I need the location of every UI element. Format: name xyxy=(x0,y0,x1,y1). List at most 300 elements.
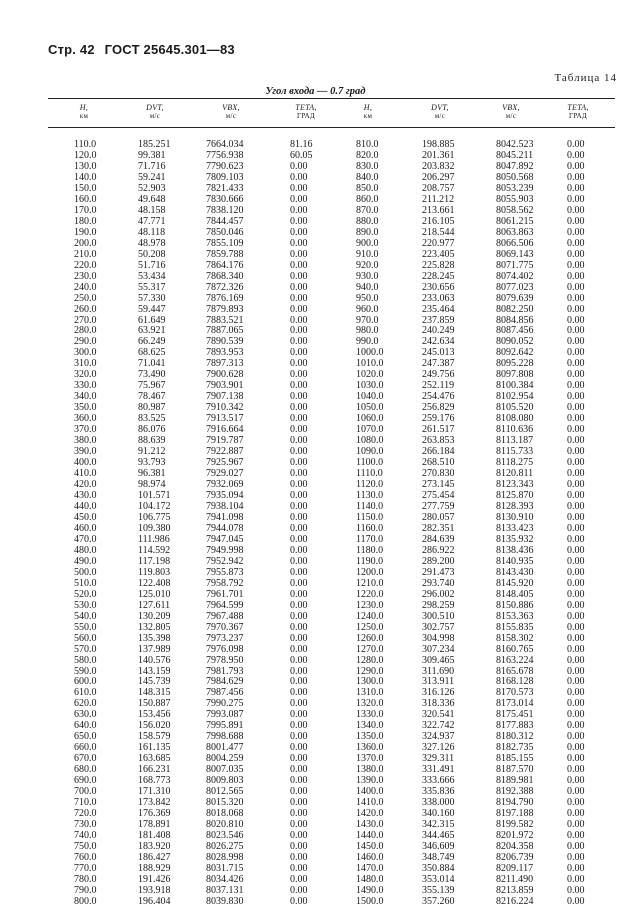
table-label: Таблица 14 xyxy=(554,72,617,84)
table-cell: 0.00 xyxy=(567,490,585,501)
table-cell: 132.805 xyxy=(138,621,171,633)
table-cell: 8074.402 xyxy=(496,270,534,282)
table-cell: 0.00 xyxy=(290,380,308,392)
table-cell: 240.0 xyxy=(74,281,97,293)
table-cell: 980.0 xyxy=(356,325,379,337)
table-cell: 7844.457 xyxy=(206,215,244,227)
table-cell: 350.0 xyxy=(74,402,97,414)
table-cell: 800.0 xyxy=(74,895,97,907)
table-cell: 122.408 xyxy=(138,577,171,589)
table-cell: 1040.0 xyxy=(356,391,384,403)
table-cell: 0.00 xyxy=(290,193,308,205)
table-cell: 7922.887 xyxy=(206,446,244,458)
table-cell: 370.0 xyxy=(74,424,97,436)
table-cell: 0.00 xyxy=(290,391,308,403)
table-cell: 307.234 xyxy=(422,643,455,655)
table-cell: 7919.787 xyxy=(206,435,244,447)
table-cell: 1090.0 xyxy=(356,446,384,458)
column-header-h-left xyxy=(49,103,119,121)
table-cell: 7821.433 xyxy=(206,182,244,194)
table-cell: 163.685 xyxy=(138,753,171,765)
table-cell: 7952.942 xyxy=(206,555,244,567)
table-cell: 171.310 xyxy=(138,786,171,798)
table-cell: 320.0 xyxy=(74,369,97,381)
table-cell: 0.00 xyxy=(290,775,308,787)
table-cell: 0.00 xyxy=(567,797,585,809)
table-cell: 203.832 xyxy=(422,160,455,172)
table-cell: 8090.052 xyxy=(496,336,534,348)
table-cell: 140.576 xyxy=(138,654,171,666)
table-cell: 293.740 xyxy=(422,577,455,589)
table-cell: 196.404 xyxy=(138,895,171,907)
table-cell: 7897.313 xyxy=(206,358,244,370)
table-cell: 920.0 xyxy=(356,259,379,271)
table-cell: 0.00 xyxy=(290,336,308,348)
table-cell: 750.0 xyxy=(74,841,97,852)
table-cell: 256.829 xyxy=(422,402,455,414)
table-cell: 760.0 xyxy=(74,851,97,863)
table-cell: 158.579 xyxy=(138,731,171,743)
table-cell: 353.014 xyxy=(422,873,455,885)
table-cell: 0.00 xyxy=(567,731,585,743)
column-vbx-left xyxy=(206,140,244,908)
table-cell: 178.891 xyxy=(138,819,171,831)
column-header-vbx-left xyxy=(196,103,266,121)
table-cell: 990.0 xyxy=(356,336,379,348)
table-cell: 0.00 xyxy=(567,621,585,633)
table-cell: 0.00 xyxy=(567,830,585,842)
table-cell: 8180.312 xyxy=(496,731,534,743)
table-cell: 8118.275 xyxy=(496,457,534,469)
table-cell: 8206.739 xyxy=(496,851,534,863)
table-cell: 0.00 xyxy=(567,402,585,414)
table-cell: 71.716 xyxy=(138,160,166,172)
table-cell: 7913.517 xyxy=(206,413,244,425)
table-cell: 350.884 xyxy=(422,862,455,874)
table-cell: 7932.069 xyxy=(206,479,244,491)
table-cell: 8058.562 xyxy=(496,204,534,216)
table-cell: 254.476 xyxy=(422,391,455,403)
table-cell: 0.00 xyxy=(567,786,585,798)
table-cell: 0.00 xyxy=(567,457,585,469)
table-cell: 1260.0 xyxy=(356,632,384,644)
table-cell: 870.0 xyxy=(356,204,379,216)
table-cell: 0.00 xyxy=(567,884,585,896)
table-cell: 260.0 xyxy=(74,303,97,315)
table-cell: 50.208 xyxy=(138,248,166,260)
table-cell: 8100.384 xyxy=(496,380,534,392)
table-cell: 237.859 xyxy=(422,314,455,326)
table-cell: 49.648 xyxy=(138,193,166,205)
table-cell: 360.0 xyxy=(74,413,97,425)
table-cell: 0.00 xyxy=(567,577,585,589)
table-cell: 0.00 xyxy=(567,676,585,688)
table-cell: 47.771 xyxy=(138,215,166,227)
table-cell: 81.16 xyxy=(290,139,313,150)
table-cell: 0.00 xyxy=(567,204,585,216)
table-cell: 57.330 xyxy=(138,292,166,304)
table-cell: 188.929 xyxy=(138,862,171,874)
table-cell: 8113.187 xyxy=(496,435,534,447)
table-cell: 302.757 xyxy=(422,621,455,633)
table-cell: 7973.237 xyxy=(206,632,244,644)
table-cell: 8150.886 xyxy=(496,599,534,611)
column-header-dvt-right xyxy=(405,103,475,121)
table-cell: 680.0 xyxy=(74,764,97,776)
table-cell: 7756.938 xyxy=(206,149,244,161)
table-cell: 228.245 xyxy=(422,270,455,282)
table-cell: 0.00 xyxy=(567,413,585,425)
table-cell: 0.00 xyxy=(567,643,585,655)
table-cell: 0.00 xyxy=(290,873,308,885)
table-cell: 346.609 xyxy=(422,841,455,852)
table-cell: 460.0 xyxy=(74,522,97,534)
table-cell: 213.661 xyxy=(422,204,455,216)
table-cell: 96.381 xyxy=(138,468,166,480)
table-cell: 7990.275 xyxy=(206,698,244,710)
table-cell: 1160.0 xyxy=(356,522,384,534)
table-cell: 198.885 xyxy=(422,139,455,150)
table-cell: 8173.014 xyxy=(496,698,534,710)
table-cell: 310.0 xyxy=(74,358,97,370)
table-cell: 200.0 xyxy=(74,237,97,249)
table-cell: 450.0 xyxy=(74,511,97,523)
table-cell: 235.464 xyxy=(422,303,455,315)
table-cell: 300.0 xyxy=(74,347,97,359)
table-cell: 8148.405 xyxy=(496,588,534,600)
table-cell: 304.998 xyxy=(422,632,455,644)
table-cell: 59.447 xyxy=(138,303,166,315)
table-cell: 242.634 xyxy=(422,336,455,348)
table-cell: 0.00 xyxy=(290,248,308,260)
table-cell: 8061.215 xyxy=(496,215,534,227)
table-cell: 0.00 xyxy=(290,511,308,523)
table-cell: 7850.046 xyxy=(206,226,244,238)
table-cell: 230.0 xyxy=(74,270,97,282)
table-cell: 1410.0 xyxy=(356,797,384,809)
table-cell: 8037.131 xyxy=(206,884,244,896)
table-cell: 470.0 xyxy=(74,533,97,545)
table-cell: 191.426 xyxy=(138,873,171,885)
table-cell: 620.0 xyxy=(74,698,97,710)
table-cell: 630.0 xyxy=(74,709,97,721)
table-cell: 670.0 xyxy=(74,753,97,765)
table-cell: 137.989 xyxy=(138,643,171,655)
table-cell: 0.00 xyxy=(567,808,585,820)
table-cell: 540.0 xyxy=(74,610,97,622)
table-cell: 185.251 xyxy=(138,139,171,150)
table-cell: 1110.0 xyxy=(356,468,383,480)
table-cell: 390.0 xyxy=(74,446,97,458)
column-header-unit: км xyxy=(363,112,373,120)
table-cell: 220.0 xyxy=(74,259,97,271)
table-cell: 330.0 xyxy=(74,380,97,392)
table-cell: 0.00 xyxy=(567,687,585,699)
table-cell: 0.00 xyxy=(290,808,308,820)
table-cell: 730.0 xyxy=(74,819,97,831)
table-cell: 150.887 xyxy=(138,698,171,710)
column-header-unit: ГРАД xyxy=(568,112,588,120)
table-cell: 211.212 xyxy=(422,193,455,205)
table-cell: 0.00 xyxy=(567,369,585,381)
table-cell: 1060.0 xyxy=(356,413,384,425)
table-cell: 8138.436 xyxy=(496,544,534,556)
column-teta-right xyxy=(567,140,585,908)
table-cell: 0.00 xyxy=(567,259,585,271)
table-cell: 8028.998 xyxy=(206,851,244,863)
table-cell: 201.361 xyxy=(422,149,455,161)
table-cell: 0.00 xyxy=(567,380,585,392)
table-cell: 0.00 xyxy=(290,259,308,271)
table-cell: 156.020 xyxy=(138,720,171,732)
table-cell: 60.05 xyxy=(290,149,313,161)
table-cell: 1140.0 xyxy=(356,500,384,512)
table-cell: 7855.109 xyxy=(206,237,244,249)
table-cell: 0.00 xyxy=(567,270,585,282)
table-cell: 161.135 xyxy=(138,742,171,754)
table-cell: 0.00 xyxy=(290,621,308,633)
table-cell: 8163.224 xyxy=(496,654,534,666)
table-cell: 780.0 xyxy=(74,873,97,885)
table-cell: 0.00 xyxy=(567,522,585,534)
table-cell: 0.00 xyxy=(290,610,308,622)
table-cell: 52.903 xyxy=(138,182,166,194)
table-cell: 650.0 xyxy=(74,731,97,743)
table-cell: 0.00 xyxy=(290,468,308,480)
table-cell: 233.063 xyxy=(422,292,455,304)
table-cell: 130.209 xyxy=(138,610,171,622)
standard-number: ГОСТ 25645.301—83 xyxy=(104,42,235,57)
table-cell: 7995.891 xyxy=(206,720,244,732)
table-cell: 1420.0 xyxy=(356,808,384,820)
table-cell: 320.541 xyxy=(422,709,455,721)
table-cell: 1390.0 xyxy=(356,775,384,787)
table-cell: 277.759 xyxy=(422,500,455,512)
table-cell: 0.00 xyxy=(290,424,308,436)
column-header-unit: м/с xyxy=(149,112,161,120)
table-cell: 640.0 xyxy=(74,720,97,732)
table-cell: 8175.451 xyxy=(496,709,534,721)
table-cell: 280.057 xyxy=(422,511,455,523)
table-cell: 7993.087 xyxy=(206,709,244,721)
table-cell: 80.987 xyxy=(138,402,166,414)
table-cell: 0.00 xyxy=(567,160,585,172)
table-cell: 1310.0 xyxy=(356,687,384,699)
table-cell: 690.0 xyxy=(74,775,97,787)
table-cell: 63.921 xyxy=(138,325,166,337)
table-cell: 296.002 xyxy=(422,588,455,600)
column-header-name: DVT, xyxy=(146,103,164,112)
table-cell: 0.00 xyxy=(290,555,308,567)
table-cell: 8015.320 xyxy=(206,797,244,809)
table-cell: 51.716 xyxy=(138,259,166,271)
table-cell: 88.639 xyxy=(138,435,166,447)
table-cell: 8120.811 xyxy=(496,468,534,480)
table-cell: 7947.045 xyxy=(206,533,244,545)
table-cell: 0.00 xyxy=(567,599,585,611)
table-cell: 0.00 xyxy=(567,325,585,337)
table-cell: 0.00 xyxy=(567,588,585,600)
table-cell: 245.013 xyxy=(422,347,455,359)
table-cell: 0.00 xyxy=(290,862,308,874)
table-cell: 0.00 xyxy=(290,731,308,743)
table-cell: 0.00 xyxy=(290,281,308,293)
table-cell: 0.00 xyxy=(290,435,308,447)
table-cell: 7961.701 xyxy=(206,588,244,600)
table-cell: 880.0 xyxy=(356,215,379,227)
table-cell: 249.756 xyxy=(422,369,455,381)
table-cell: 322.742 xyxy=(422,720,455,732)
table-cell: 1370.0 xyxy=(356,753,384,765)
column-header-name: TETA, xyxy=(295,103,317,112)
table-cell: 0.00 xyxy=(567,632,585,644)
table-cell: 216.105 xyxy=(422,215,455,227)
table-cell: 327.126 xyxy=(422,742,455,754)
table-cell: 8199.582 xyxy=(496,819,534,831)
table-cell: 7976.098 xyxy=(206,643,244,655)
table-cell: 0.00 xyxy=(290,292,308,304)
page-number: Стр. 42 xyxy=(48,42,95,57)
column-header-unit: км xyxy=(79,112,89,120)
table-cell: 0.00 xyxy=(567,237,585,249)
table-cell: 610.0 xyxy=(74,687,97,699)
table-cell: 700.0 xyxy=(74,786,97,798)
table-cell: 8069.143 xyxy=(496,248,534,260)
table-cell: 333.666 xyxy=(422,775,455,787)
table-cell: 8194.790 xyxy=(496,797,534,809)
column-headers xyxy=(48,103,615,125)
table-cell: 0.00 xyxy=(567,303,585,315)
table-cell: 220.977 xyxy=(422,237,455,249)
table-cell: 1490.0 xyxy=(356,884,384,896)
table-cell: 1210.0 xyxy=(356,577,384,589)
table-cell: 250.0 xyxy=(74,292,97,304)
table-cell: 78.467 xyxy=(138,391,166,403)
table-cell: 8105.520 xyxy=(496,402,534,414)
column-header-teta-right xyxy=(543,103,613,121)
table-cell: 0.00 xyxy=(290,314,308,326)
table-cell: 99.381 xyxy=(138,149,166,161)
table-cell: 75.967 xyxy=(138,380,166,392)
table-cell: 8187.570 xyxy=(496,764,534,776)
table-cell: 344.465 xyxy=(422,830,455,842)
table-cell: 166.231 xyxy=(138,764,171,776)
table-cell: 770.0 xyxy=(74,862,97,874)
table-cell: 7879.893 xyxy=(206,303,244,315)
table-cell: 291.473 xyxy=(422,566,455,578)
table-cell: 1130.0 xyxy=(356,490,384,501)
table-cell: 331.491 xyxy=(422,764,455,776)
table-cell: 7910.342 xyxy=(206,402,244,414)
header-top-rule xyxy=(48,98,615,99)
table-cell: 180.0 xyxy=(74,215,97,227)
table-cell: 7903.901 xyxy=(206,380,244,392)
table-cell: 1020.0 xyxy=(356,369,384,381)
table-cell: 7790.623 xyxy=(206,160,244,172)
table-cell: 0.00 xyxy=(290,599,308,611)
table-cell: 8177.883 xyxy=(496,720,534,732)
table-cell: 0.00 xyxy=(290,358,308,370)
table-cell: 252.119 xyxy=(422,380,455,392)
table-cell: 0.00 xyxy=(567,851,585,863)
table-cell: 560.0 xyxy=(74,632,97,644)
table-cell: 1180.0 xyxy=(356,544,384,556)
table-cell: 266.184 xyxy=(422,446,455,458)
table-cell: 8216.224 xyxy=(496,895,534,907)
table-cell: 8092.642 xyxy=(496,347,534,359)
table-cell: 0.00 xyxy=(290,687,308,699)
table-cell: 0.00 xyxy=(290,347,308,359)
table-cell: 0.00 xyxy=(567,873,585,885)
table-cell: 8009.803 xyxy=(206,775,244,787)
table-cell: 0.00 xyxy=(567,764,585,776)
table-cell: 160.0 xyxy=(74,193,97,205)
table-cell: 120.0 xyxy=(74,149,97,161)
table-cell: 8018.068 xyxy=(206,808,244,820)
table-cell: 0.00 xyxy=(290,237,308,249)
table-cell: 0.00 xyxy=(567,841,585,852)
table-cell: 1300.0 xyxy=(356,676,384,688)
table-cell: 0.00 xyxy=(290,841,308,852)
table-cell: 8160.765 xyxy=(496,643,534,655)
table-cell: 86.076 xyxy=(138,424,166,436)
table-cell: 8213.859 xyxy=(496,884,534,896)
table-cell: 940.0 xyxy=(356,281,379,293)
column-header-name: TETA, xyxy=(567,103,589,112)
table-cell: 1330.0 xyxy=(356,709,384,721)
table-cell: 311.690 xyxy=(422,665,455,677)
table-cell: 240.249 xyxy=(422,325,455,337)
table-cell: 300.510 xyxy=(422,610,455,622)
table-cell: 109.380 xyxy=(138,522,171,534)
table-cell: 580.0 xyxy=(74,654,97,666)
column-header-unit: м/с xyxy=(225,112,237,120)
table-cell: 7830.666 xyxy=(206,193,244,205)
table-cell: 0.00 xyxy=(567,215,585,227)
table-cell: 0.00 xyxy=(290,753,308,765)
table-cell: 8087.456 xyxy=(496,325,534,337)
table-cell: 8140.935 xyxy=(496,555,534,567)
table-cell: 950.0 xyxy=(356,292,379,304)
table-cell: 8153.363 xyxy=(496,610,534,622)
table-cell: 1150.0 xyxy=(356,511,384,523)
table-cell: 490.0 xyxy=(74,555,97,567)
table-cell: 0.00 xyxy=(567,347,585,359)
table-cell: 1010.0 xyxy=(356,358,384,370)
table-cell: 8066.506 xyxy=(496,237,534,249)
table-cell: 0.00 xyxy=(567,862,585,874)
table-cell: 8197.188 xyxy=(496,808,534,820)
table-cell: 7868.340 xyxy=(206,270,244,282)
table-cell: 0.00 xyxy=(567,533,585,545)
table-cell: 420.0 xyxy=(74,479,97,491)
table-cell: 0.00 xyxy=(290,369,308,381)
table-cell: 0.00 xyxy=(567,610,585,622)
table-cell: 0.00 xyxy=(567,819,585,831)
table-cell: 208.757 xyxy=(422,182,455,194)
table-cell: 8055.903 xyxy=(496,193,534,205)
table-cell: 7970.367 xyxy=(206,621,244,633)
table-cell: 7887.065 xyxy=(206,325,244,337)
table-cell: 0.00 xyxy=(567,336,585,348)
table-cell: 0.00 xyxy=(290,533,308,545)
table-cell: 1080.0 xyxy=(356,435,384,447)
table-cell: 218.544 xyxy=(422,226,455,238)
table-cell: 53.434 xyxy=(138,270,166,282)
table-cell: 7998.688 xyxy=(206,731,244,743)
table-cell: 289.200 xyxy=(422,555,455,567)
table-cell: 1400.0 xyxy=(356,786,384,798)
